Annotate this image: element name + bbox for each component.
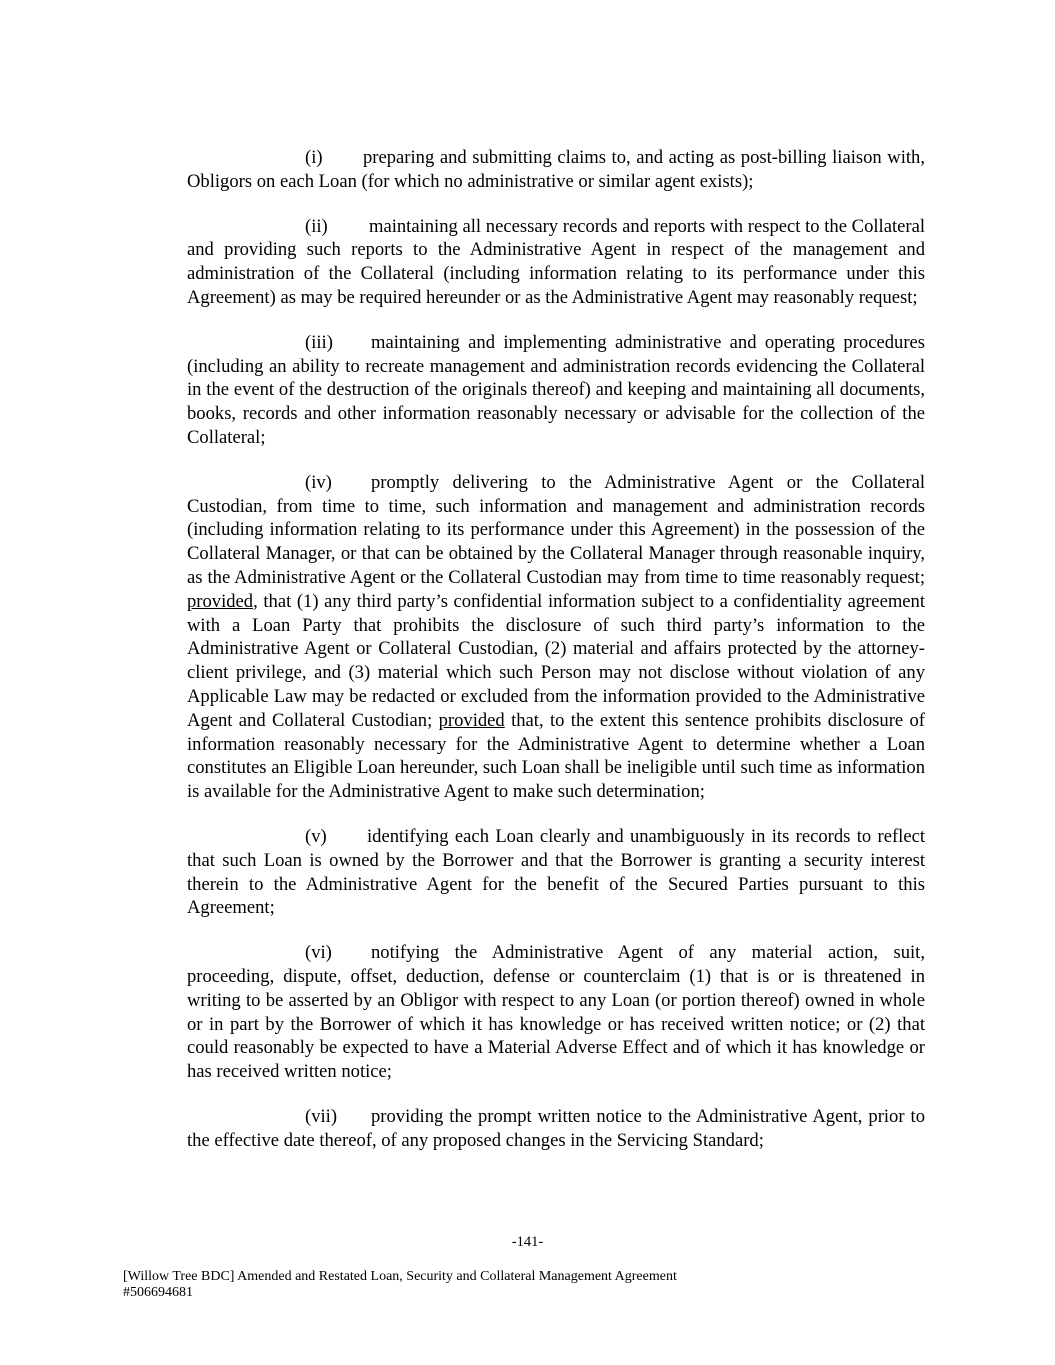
clause-text: promptly delivering to the Administrative Agent or the Collateral Custodian, from time to time, such information and management and administration records (including information relating to its performance under this Agreement) in the possession of the Collateral Manager, or that can be obtained by the Collateral Manager through reasonable inquiry, as the Administrative Agent or the Collateral Custodian may from time to time reasonably request;: [187, 471, 925, 588]
clause-text: notifying the Administrative Agent of any material action, suit, proceeding, dispute, offset, deduction, defense or counterclaim (1) that is or is threatened in writing to be asserted by an Obligor with respect to any Loan (or portion thereof) owned in whole or in part by the Borrower of which it has knowledge or has received written notice; or (2) that could reasonably be expected to have a Material Adverse Effect and of which it has knowledge or has received written notice;: [187, 942, 925, 1083]
clause-number: (ii): [305, 215, 328, 237]
clause-v: [187, 825, 925, 920]
underlined-term: provided: [187, 590, 254, 612]
clause-iv: [187, 471, 925, 804]
clause-text: identifying each Loan clearly and unambiguously in its records to reflect that such Loan is owned by the Borrower and that the Borrower is granting a security interest therein to the Administrative Agent for the benefit of the Secured Parties pursuant to this Agreement;: [187, 825, 925, 919]
page-number: -141-: [511, 1234, 544, 1250]
clause-text: providing the prompt written notice to the Administrative Agent, prior to the effective date thereof, of any proposed changes in the Servicing Standard;: [187, 1105, 925, 1151]
clause-number: (iv): [305, 471, 332, 493]
footer-doc-id: #506694681: [123, 1285, 193, 1300]
underlined-term: provided: [438, 709, 505, 731]
clause-number: (vii): [305, 1105, 338, 1127]
footer: [123, 1269, 677, 1301]
clause-text: preparing and submitting claims to, and acting as post-billing liaison with, Obligors on each Loan (for which no administrative or similar agent exists);: [187, 147, 925, 192]
clause-number: (i): [305, 147, 323, 168]
clause-text: , that (1) any third party’s confidential information subject to a confidentiality agreement with a Loan Party that prohibits the disclosure of such third party’s information to the Administrative Agent or Collateral Custodian, (2) material and affairs protected by the attorney-client privilege, and (3) material which such Person may not disclose without violation of any Applicable Law may be redacted or excluded from the information provided to the Administrative Agent and Collateral Custodian;: [187, 590, 925, 731]
clause-text: maintaining all necessary records and reports with respect to the Collateral and providing such reports to the Administrative Agent in respect of the management and administration of the Collateral (including information relating to its performance under this Agreement) as may be required hereunder or as the Administrative Agent may reasonably request;: [187, 215, 925, 308]
clause-list: [187, 146, 925, 1173]
clause-i: [187, 146, 925, 194]
clause-text: that, to the extent this sentence prohibits disclosure of information reasonably necessary for the Administrative Agent to determine whether a Loan constitutes an Eligible Loan hereunder, such Loan shall be ineligible until such time as information is available for the Administrative Agent to make such determination;: [187, 709, 925, 803]
clause-ii: [187, 215, 925, 310]
clause-iii: [187, 331, 925, 450]
clause-vii: [187, 1105, 925, 1153]
footer-title: [Willow Tree BDC] Amended and Restated Loan, Security and Collateral Management Agreement: [123, 1269, 677, 1284]
clause-vi: [187, 941, 925, 1084]
clause-number: (v): [305, 825, 327, 847]
clause-number: (iii): [305, 331, 333, 353]
clause-number: (vi): [305, 942, 332, 964]
clause-text: maintaining and implementing administrative and operating procedures (including an ability to recreate management and administration records evidencing the Collateral in the event of the destruction of the originals thereof) and keeping and maintaining all documents, books, records and other information reasonably necessary or advisable for the collection of the Collateral;: [187, 331, 925, 448]
